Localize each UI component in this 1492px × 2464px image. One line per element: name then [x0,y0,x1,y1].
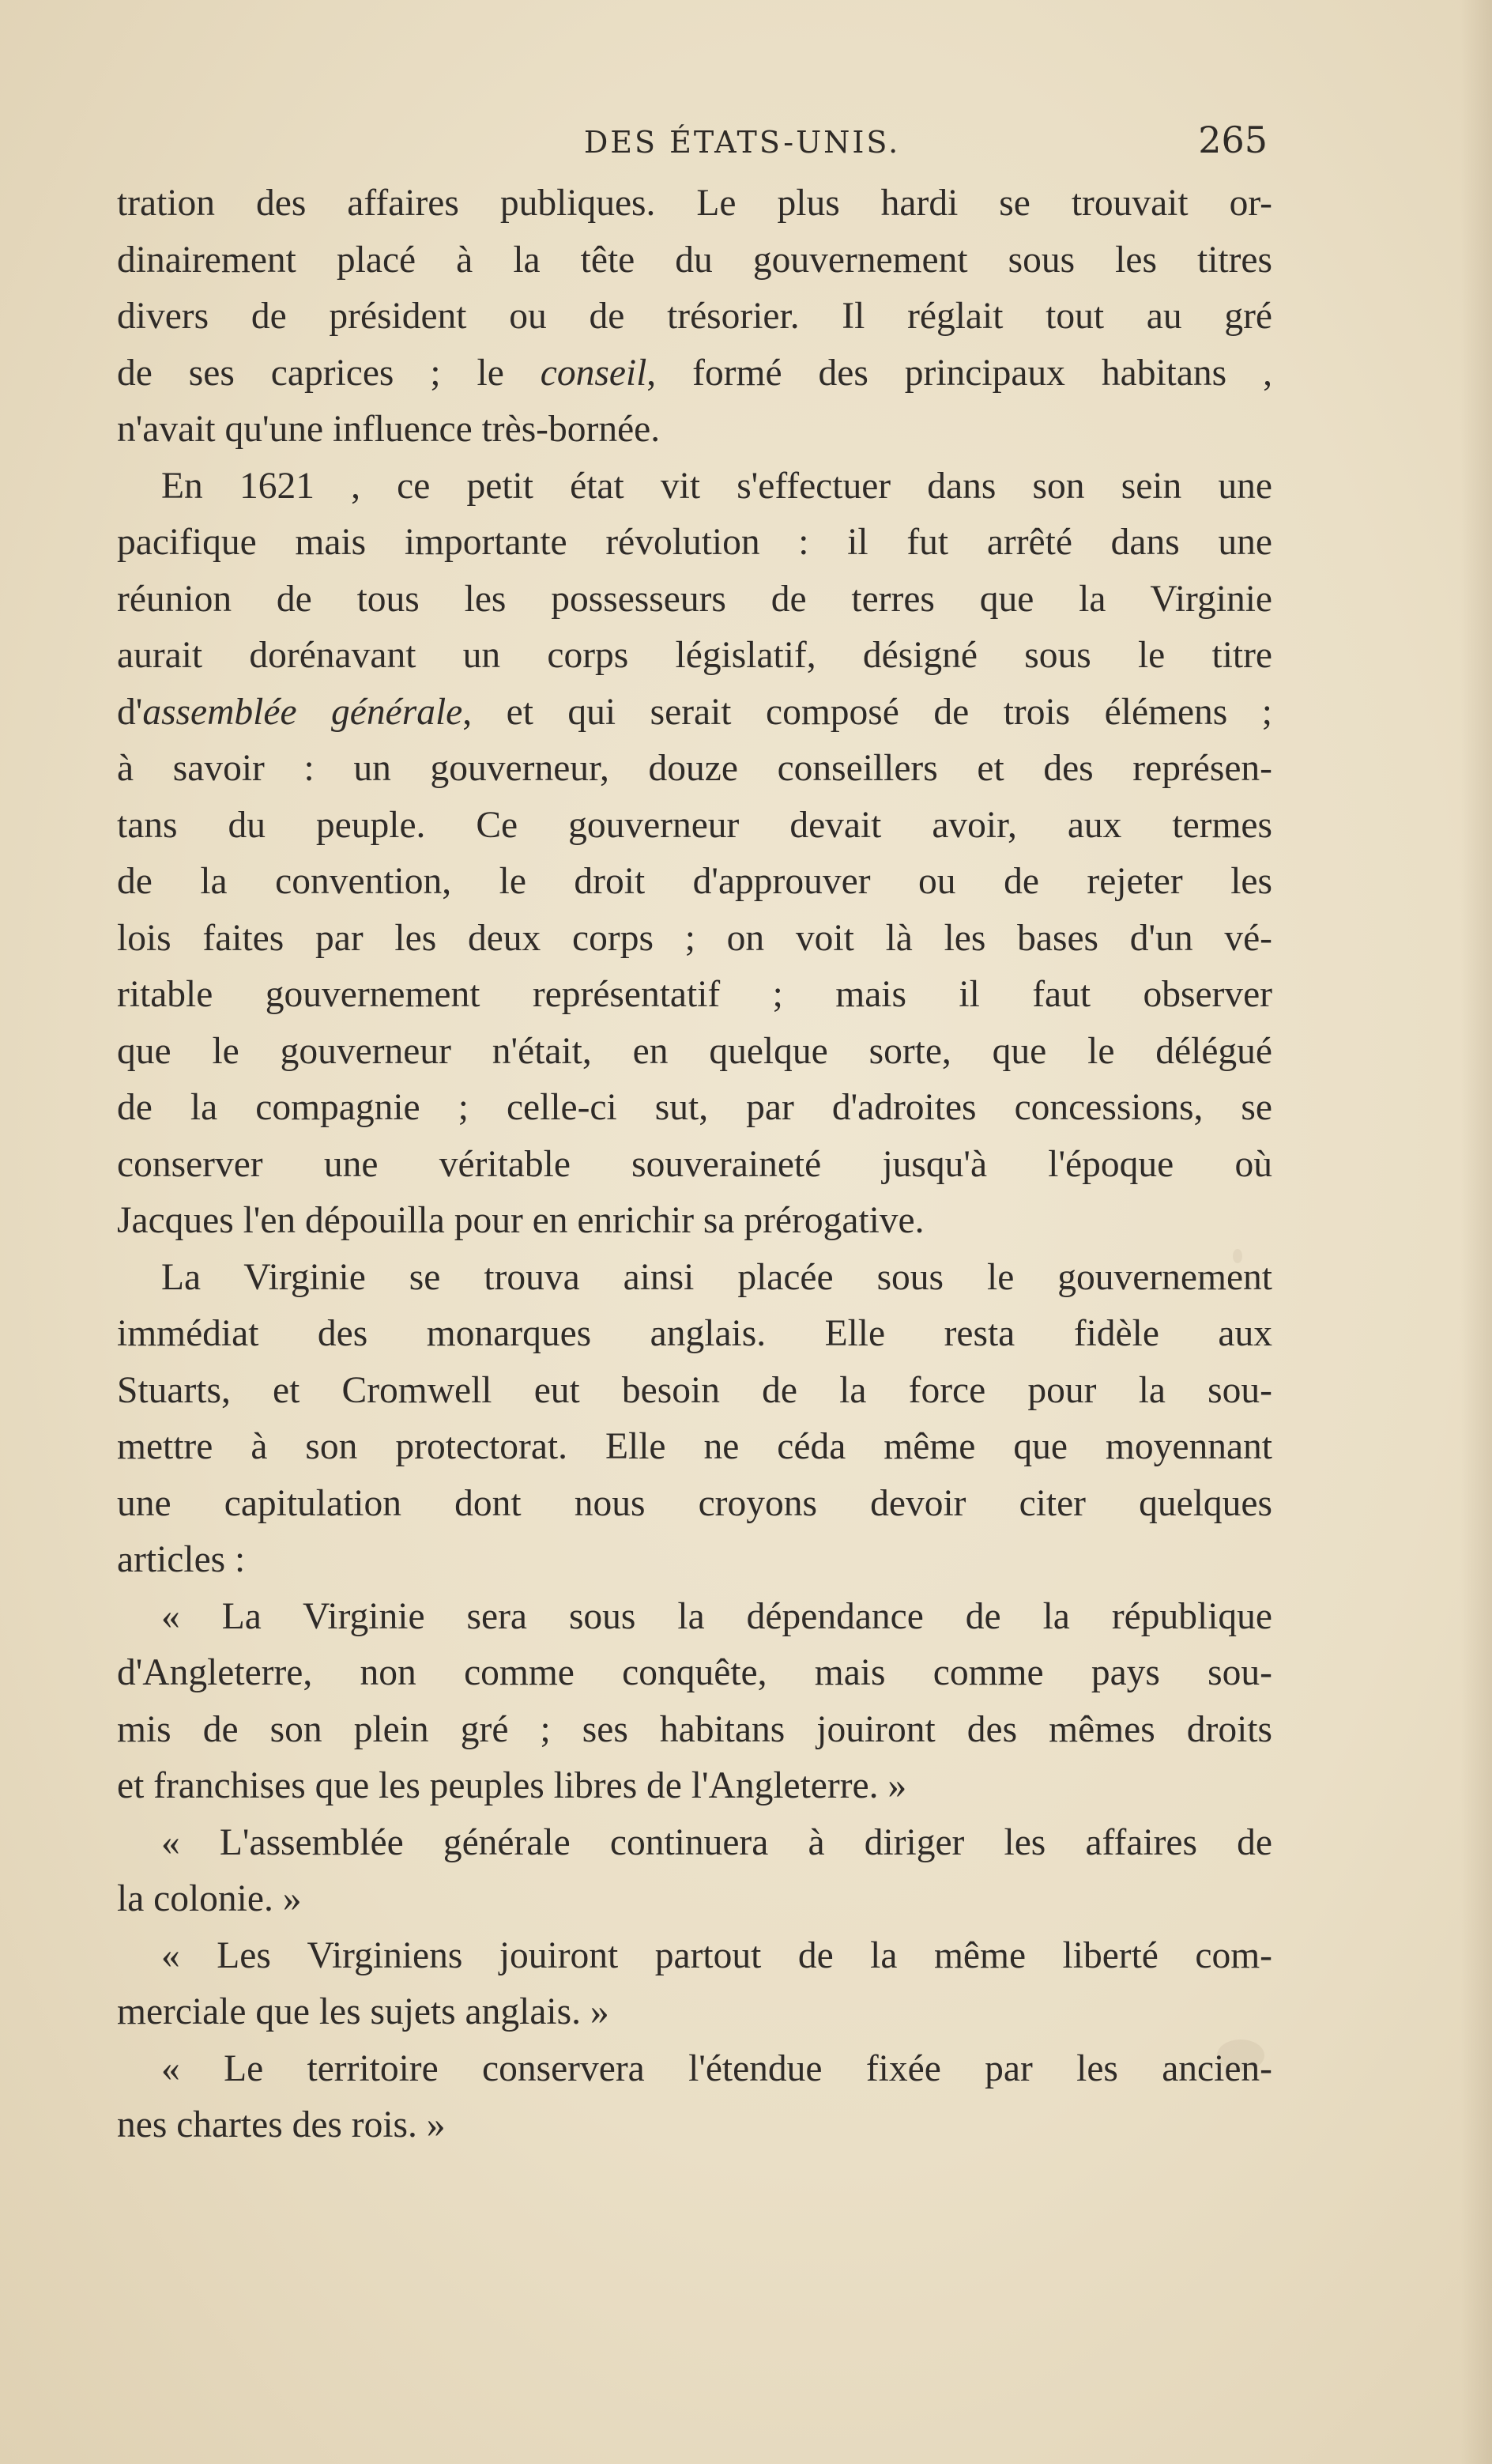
text-line: de la convention, le droit d'approuver ou de rejeter les [117,861,1272,902]
text-line: « Les Virginiens jouiront partout de la même liberté com- [161,1934,1272,1976]
text-line-segment: , et qui serait composé de trois élémens ; [462,691,1272,733]
text-line: et franchises que les peuples libres de l'Angleterre. » [117,1765,907,1806]
text-line: ritable gouvernement représentatif ; mais il faut observer [117,974,1272,1015]
text-line: tans du peuple. Ce gouverneur devait avoir, aux termes [117,804,1272,846]
text-line: En 1621 , ce petit état vit s'effectuer dans son sein une [161,465,1272,507]
text-line: « Le territoire conservera l'étendue fixée par les ancien- [161,2047,1272,2089]
text-line: conserver une véritable souveraineté jusqu'à l'époque où [117,1143,1272,1185]
text-line: tration des affaires publiques. Le plus hardi se trouvait or- [117,183,1272,224]
text-line: réunion de tous les possesseurs de terres que la Virginie [117,578,1272,620]
text-line: pacifique mais importante révolution : il fut arrêté dans une [117,522,1272,563]
text-line-segment: de ses caprices ; le [117,352,541,394]
text-line: de la compagnie ; celle-ci sut, par d'adroites concessions, se [117,1087,1272,1128]
text-line: articles : [117,1539,246,1580]
text-line: mettre à son protectorat. Elle ne céda même que moyennant [117,1426,1272,1467]
text-line: aurait dorénavant un corps législatif, désigné sous le titre [117,635,1272,676]
text-line: la colonie. » [117,1878,302,1919]
text-line: divers de président ou de trésorier. Il réglait tout au gré [117,296,1272,337]
text-line: à savoir : un gouverneur, douze conseillers et des représen- [117,748,1272,789]
text-line: Jacques l'en dépouilla pour en enrichir sa prérogative. [117,1200,925,1241]
text-line: dinairement placé à la tête du gouvernement sous les titres [117,239,1272,281]
text-line: d'Angleterre, non comme conquête, mais comme pays sou- [117,1652,1272,1693]
running-head-title: DES ÉTATS-UNIS. [583,125,901,160]
body-text [117,175,1272,2154]
page-number: 265 [1198,119,1268,161]
text-line: nes chartes des rois. » [117,2104,446,2145]
text-line: merciale que les sujets anglais. » [117,1991,609,2032]
text-line: mis de son plein gré ; ses habitans jouiront des mêmes droits [117,1708,1272,1750]
text-line: n'avait qu'une influence très-bornée. [117,409,661,450]
running-head [117,119,1272,166]
italic-term: conseil [540,352,647,394]
text-line: immédiat des monarques anglais. Elle resta fidèle aux [117,1313,1272,1354]
text-line-segment: d' [117,691,143,733]
text-line: Stuarts, et Cromwell eut besoin de la force pour la sou- [117,1369,1272,1411]
text-line: que le gouverneur n'était, en quelque sorte, que le délégué [117,1030,1272,1072]
text-line [117,685,1272,741]
text-line: « L'assemblée générale continuera à diriger les affaires de [161,1821,1272,1863]
text-line [117,345,1272,402]
text-line-segment: , formé des principaux habitans , [646,352,1272,394]
text-line: « La Virginie sera sous la dépendance de la république [161,1595,1272,1637]
italic-term: assemblée générale [142,691,463,733]
text-line: La Virginie se trouva ainsi placée sous le gouvernement [161,1256,1272,1298]
text-line: lois faites par les deux corps ; on voit là les bases d'un vé- [117,917,1272,959]
text-line: une capitulation dont nous croyons devoir citer quelques [117,1482,1272,1524]
